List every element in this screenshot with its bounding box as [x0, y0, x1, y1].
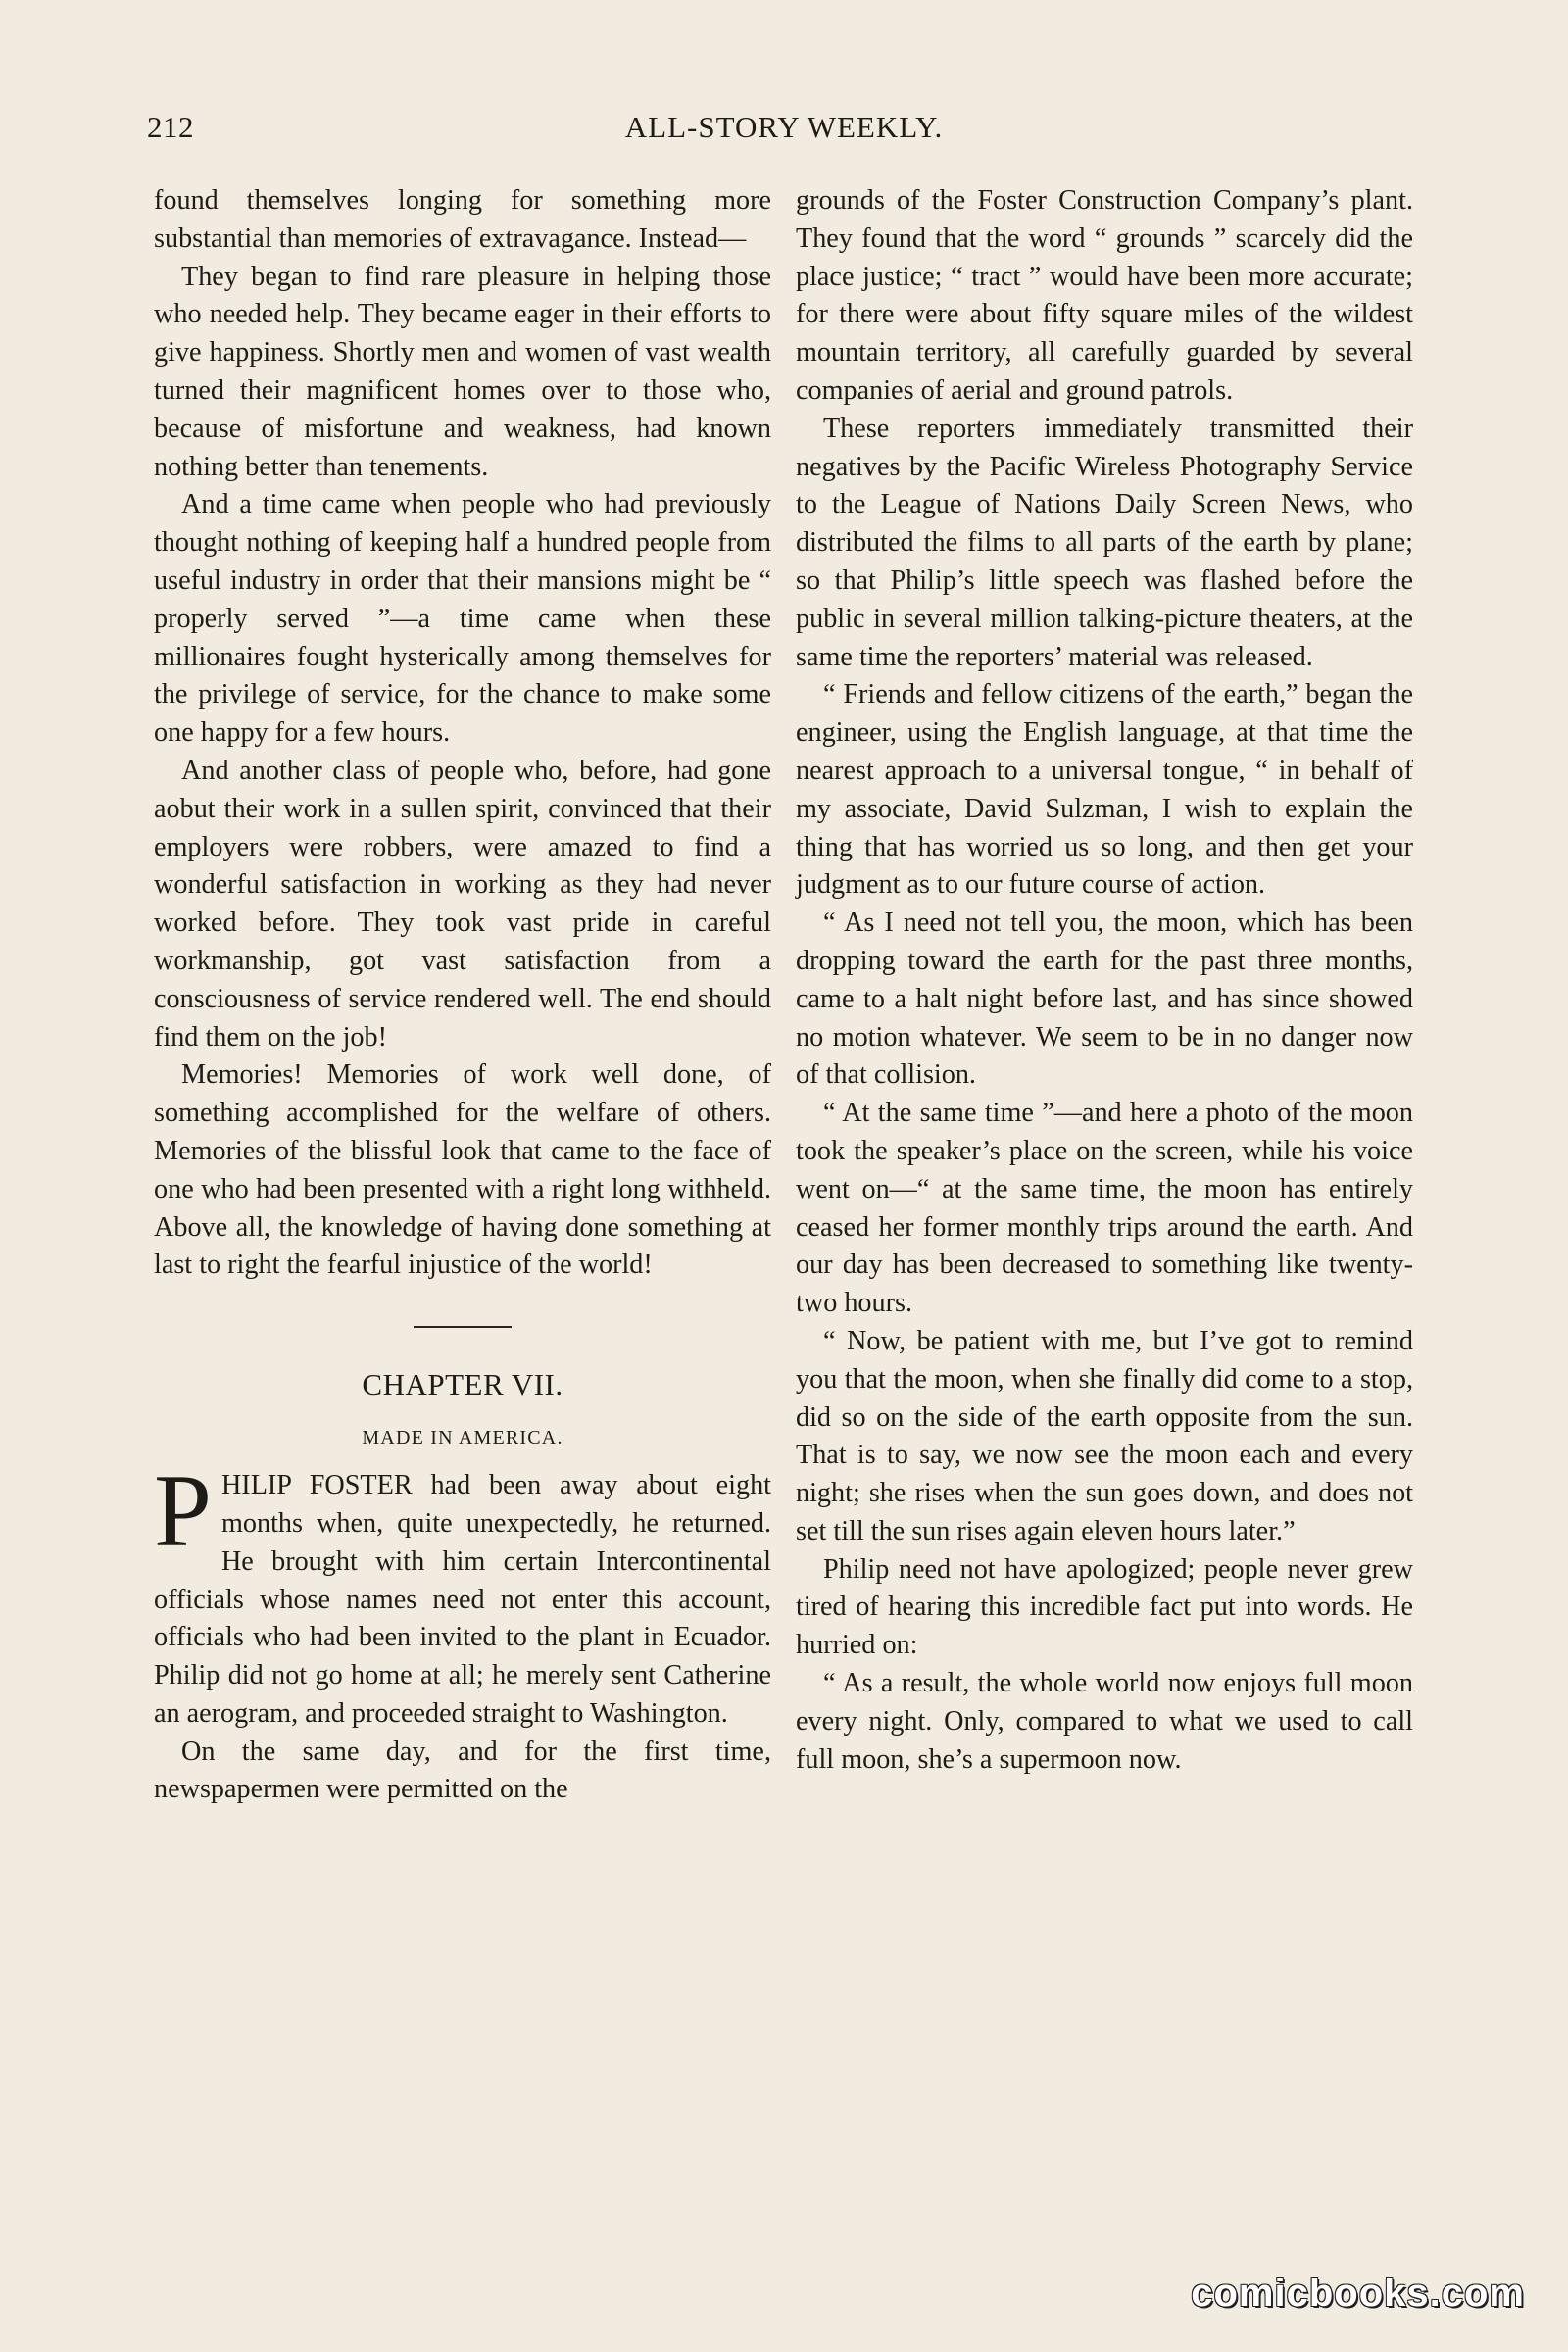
paragraph: Philip need not have apologized; people never grew tired of hearing this incredible fact put into words. He hurried on:	[796, 1553, 1413, 1661]
paragraph: grounds of the Foster Construction Company’s plant. They found that the word “ grounds ” scarcely did the place justice; “ tract ” would have been more accurate; for there were about fifty square miles of the wildest mountain territory, all carefully guarded by several companies of aerial and ground patrols.	[796, 185, 1413, 406]
paragraph: On the same day, and for the first time, newspapermen were permitted on the	[154, 1736, 771, 1805]
paragraph: “ Friends and fellow citizens of the earth,” began the engineer, using the English language, at that time the nearest approach to a universal tongue, “ in behalf of my associate, David Sulzman, I wish to explain the thing that has worried us so long, and then get your judgment as to our future course of action.	[796, 679, 1413, 901]
paragraph: found themselves longing for something more substantial than memories of extravagance. Instead—	[154, 185, 771, 254]
paragraph: “ As a result, the whole world now enjoys full moon every night. Only, compared to what we used to call full moon, she’s a supermoon now.	[796, 1668, 1413, 1775]
chapter-subtitle: MADE IN AMERICA.	[362, 1427, 564, 1449]
paragraph: “ As I need not tell you, the moon, which has been dropping toward the earth for the past three months, came to a halt night before last, and has since showed no motion whatever. We seem to be in no danger now of that collision.	[796, 907, 1413, 1091]
paragraph: “ Now, be patient with me, but I’ve got to remind you that the moon, when she finally did come to a stop, did so on the side of the earth opposite from the sun. That is to say, we now see the moon each and every night; she rises when the sun goes down, and does not set till the sun rises again eleven hours later.”	[796, 1325, 1413, 1546]
left-column	[154, 182, 771, 2201]
paragraph: These reporters immediately transmitted their negatives by the Pacific Wireless Photography Service to the League of Nations Daily Screen News, who distributed the films to all parts of the earth by plane; so that Philip’s little speech was flashed before the public in several million talking-picture theaters, at the same time the reporters’ material was released.	[796, 413, 1413, 672]
paragraph: “ At the same time ”—and here a photo of the moon took the speaker’s place on the screen, while his voice went on—“ at the same time, the moon has entirely ceased her former monthly trips around the earth. And our day has been decreased to something like twenty-two hours.	[796, 1098, 1413, 1319]
chapter-opening-text: HILIP FOSTER had been away about eight months when, quite unexpectedly, he returned. He brought with him certain Intercontinental officials whose names need not enter this account, officials who had been invited to the plant in Ecuador. Philip did not go home at all; he merely sent Catherine an aerogram, and proceeded straight to Washington.	[154, 1470, 771, 1729]
paragraph: They began to find rare pleasure in helping those who needed help. They became eager in their efforts to give happiness. Shortly men and women of vast wealth turned their magnificent homes over to those who, because of misfortune and weakness, had known nothing better than tenements.	[154, 261, 771, 482]
chapter-opening-paragraph	[154, 1453, 771, 1734]
paragraph: And a time came when people who had previously thought nothing of keeping half a hundred people from useful industry in order that their mansions might be “ properly served ”—a time came when these millionaires fought hysterically among themselves for the privilege of service, for the chance to make some one happy for a few hours.	[154, 489, 771, 749]
drop-cap: P	[154, 1453, 212, 1569]
chapter-heading: CHAPTER VII.	[362, 1367, 564, 1402]
paragraph: Memories! Memories of work well done, of something accomplished for the welfare of others. Memories of the blissful look that came to the face of one who had been presented with a right long withheld. Above all, the knowledge of having done something at last to right the fearful injustice of the world!	[154, 1059, 771, 1281]
watermark-logo: comicbooks.com	[1191, 2271, 1525, 2315]
page-header	[147, 110, 1421, 159]
right-column	[796, 182, 1413, 2201]
paragraph: And another class of people who, before, had gone aobut their work in a sullen spirit, convinced that their employers were robbers, were amazed to find a wonderful satisfaction in working as they had never worked before. They took vast pride in careful workmanship, got vast satisfaction from a consciousness of service rendered well. The end should find them on the job!	[154, 755, 771, 1053]
section-divider	[414, 1326, 512, 1328]
running-head: ALL-STORY WEEKLY.	[624, 110, 944, 144]
page-number: 212	[147, 110, 194, 144]
